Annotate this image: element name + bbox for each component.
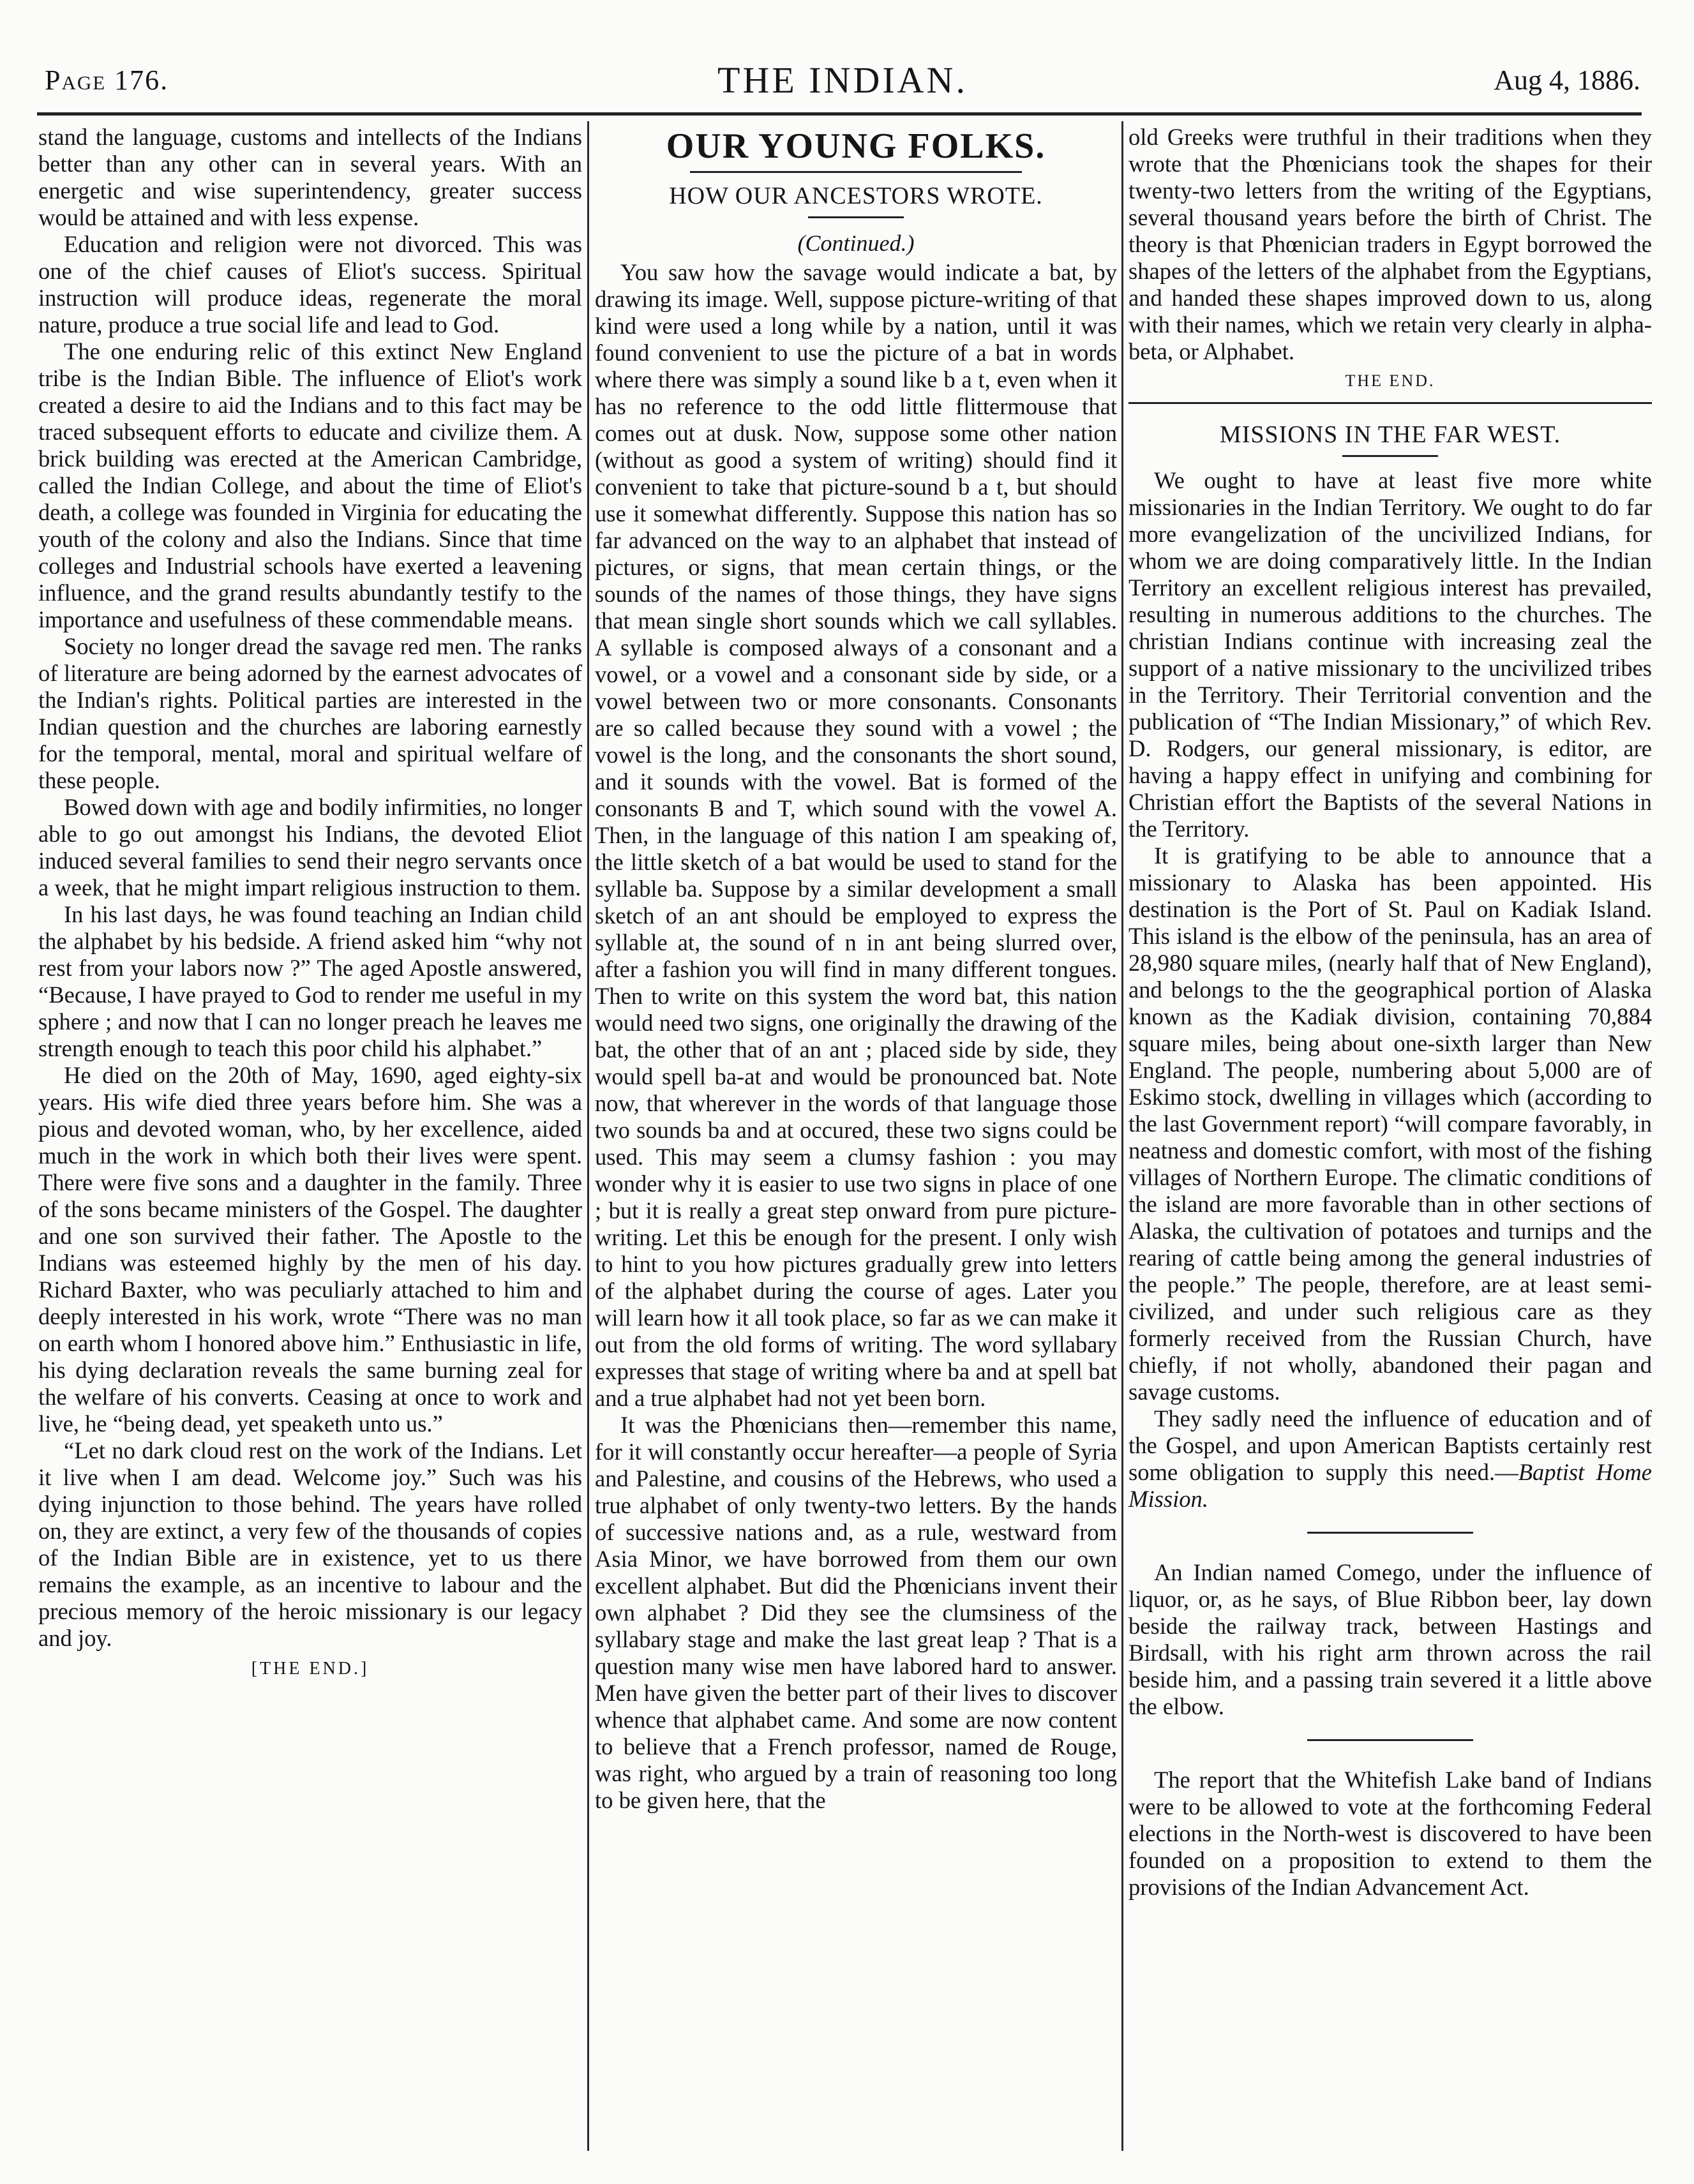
continued-label: (Continued.) [797,230,915,256]
paragraph: You saw how the savage would indicate a bat, by drawing its image. Well, suppose picture-writing of that kind were used a long while by a nation, until it was found convenient to use the picture of a bat in words where there was simply a sound like b a t, even when it has no reference to the odd little flittermouse that comes out at dusk. Now, suppose some other nation (without as good a system of writing) should find it convenient to take that picture-sound b a t, but should use it somewhat differently. Suppose this nation has so far advanced on the way to an alphabet that instead of pictures, or signs, that mean certain things, or the sounds of the names of those things, they have signs that mean single short sounds which we call syllables. A syllable is composed always of a consonant and a vowel, or a vowel and a consonant side by side, or a vowel between two or more consonants. Consonants are so called because they sound with a vowel ; the vowel is the long, and the consonants the short sound, and it sounds with the vowel. Bat is formed of the consonants B and T, which sound with the vowel A. Then, in the language of this nation I am speaking of, the little sketch of a bat would be used to stand for the syllable ba. Suppose by a similar development a small sketch of an ant should be employed to express the syllable at, the sound of n in ant being slurred over, after a fashion you will find in many different tongues. Then to write on this system the word bat, this nation would need two signs, one originally the drawing of the bat, the other that of an ant ; placed side by side, they would spell ba-at and would be pronounced bat. Note now, that wherever in the words of that language those two sounds ba and at occured, these two signs could be used. This may seem a clumsy fashion : you may wonder why it is easier to use two signs in place of one ; but it is really a great step onward from pure picture-writing. Let this be enough for the present. I only wish to hint to you how pictures gradually grew into letters of the alphabet during the course of ages. Later you will learn how it all took place, so far as we can make it out from the old forms of writing. The word syllabary expresses that stage of writing where ba and at spell bat and a true alphabet had not yet been born. [595,259,1117,1411]
paragraph: It was the Phœnicians then—remember this name, for it will constantly occur hereafter—a people of Syria and Palestine, and cousins of the Hebrews, who used a true alphabet of only twenty-two letters. By the hands of successive nations and, as a rule, westward from Asia Minor, we have borrowed from them our own excellent alphabet. But did the Phœnicians invent their own alphabet ? Did they see the clumsiness of the syllabary stage and make the last great leap ? That is a question many wise men have labored hard to answer. Men have given the better part of their lives to discover whence that alphabet came. And some are now content to believe that a French professor, named de Rouge, was right, who argued by a train of reasoning too long to be given here, that the [595,1412,1117,1813]
newspaper-title: THE INDIAN. [717,59,968,101]
paragraph: It is gratifying to be able to announce that a missionary to Alaska has been appointed. His destination is the Port of St. Paul on Kadiak Island. This island is the elbow of the peninsula, has an area of 28,980 square miles, (nearly half that of New England), and belongs to the the geographical portion of Alaska known as the Kadiak division, containing 70,884 square miles, being about one-sixth larger than New England. The people, numbering about 5,000 are of Eskimo stock, dwelling in villages which (according to the last Government report) “will compare favorably, in neatness and domestic comfort, with most of the fishing villages of Northern Europe. The climatic conditions of the island are more favorable than in other sections of Alaska, the cultivation of potatoes and turnips and the rearing of cattle being among the general industries of the people.” The people, therefore, are at least semi-civilized, and under such religious care as they formerly received from the Russian Church, have chiefly, if not wholly, abandoned their pagan and savage customs. [1128,842,1652,1405]
end-marker: THE END. [1345,371,1435,390]
column-2 [595,124,1117,1814]
paragraph: stand the language, customs and intellects of the Indians better than any other can in several years. With an energetic and wise superintendency, greater success would be attained and with less expense. [38,124,582,230]
title-rule [808,216,904,218]
paragraph: He died on the 20th of May, 1690, aged eighty-six years. His wife died three years before him. She was a pious and devoted woman, who, by her excellence, aided much in the work in which both their lives were spent. There were five sons and a daughter in the family. Three of the sons became ministers of the Gospel. The daughter and one son survived their father. The Apostle to the Indians was esteemed highly by the men of his day. Richard Baxter, who was peculiarly attached to him and deeply interested in his work, wrote “There was no man on earth whom I honored above him.” Enthusiastic in life, his dying declaration reveals the same burning zeal for the welfare of his converts. Ceasing at once to work and live, he “being dead, yet speaketh unto us.” [38,1062,582,1437]
section-rule [690,171,1022,173]
paragraph: The one enduring relic of this extinct New England tribe is the Indian Bible. The influence of Eliot's work created a desire to aid the Indians and to this fact may be traced subsequent efforts to educate and civilize them. A brick building was erected at the American Cambridge, called the Indian College, and about the time of Eliot's death, a college was founded in Virginia for educating the youth of the colony and also the Indians. Since that time colleges and Industrial schools have exerted a leavening influence, and the grand results abundantly testify to the importance and usefulness of these commendable means. [38,338,582,632]
column-1 [38,124,582,1682]
issue-date: Aug 4, 1886. [1494,64,1640,96]
paragraph: “Let no dark cloud rest on the work of the Indians. Let it live when I am dead. Welcome joy.” Such was his dying injunction to those behind. The years have rolled on, they are extinct, a very few of the thousands of copies of the Indian Bible are in existence, yet to us there remains the example, as an incentive to labour and the precious memory of the heroic missionary is our legacy and joy. [38,1437,582,1651]
paragraph: In his last days, he was found teaching an Indian child the alphabet by his bedside. A friend asked him “why not rest from your labors now ?” The aged Apostle answered, “Because, I have prayed to God to render me useful in my sphere ; and now that I can no longer preach he leaves me strength enough to teach this poor child his alphabet.” [38,901,582,1061]
paragraph [1128,1405,1652,1513]
news-item: An Indian named Comego, under the influence of liquor, or, as he says, of Blue Ribbon beer, lay down beside the railway track, between Hastings and Birdsall, with his right arm thrown across the rail beside him, and a passing train severed it a little above the elbow. [1128,1559,1652,1719]
paragraph: Society no longer dread the savage red men. The ranks of literature are being adorned by the earnest advocates of the Indian's rights. Political parties are interested in the Indian question and the churches are laboring earnestly for the temporal, mental, moral and spiritual welfare of these people. [38,633,582,793]
source-credit: Baptist Home Mission. [1128,1459,1652,1512]
paragraph: We ought to have at least five more white missionaries in the Indian Territory. We ought to do far more evangelization of the uncivilized Indians, for whom we are doing comparatively little. In the Indian Territory an excellent religious interest has prevailed, resulting in numerous additions to the churches. The christian Indians continue with increasing zeal the support of a native missionary to the uncivilized tribes in the Territory. Their Territorial convention and the publication of “The Indian Missionary,” of which Rev. D. Rodgers, our general missionary, is editor, are having a happy effect in unifying and combining for Christian effort the Baptists of the several Nations in the Territory. [1128,467,1652,842]
paragraph: Bowed down with age and bodily infirmities, no longer able to go out amongst his Indians, the devoted Eliot induced several families to send their negro servants once a week, that he might impart religious instruction to them. [38,794,582,901]
column-3 [1128,124,1652,1901]
column-divider [1121,121,1123,2151]
article-separator [1128,402,1652,404]
paragraph-text: They sadly need the influence of education and of the Gospel, and upon American Baptists certainly rest some obligation to supply this need.— [1128,1405,1652,1485]
title-rule [1342,455,1438,457]
article-title: HOW OUR ANCESTORS WROTE. [669,183,1043,209]
masthead [45,59,1640,101]
news-separator [1307,1532,1473,1534]
header-rule [37,112,1642,116]
section-title: OUR YOUNG FOLKS. [666,126,1046,166]
article-title: MISSIONS IN THE FAR WEST. [1219,421,1561,448]
paragraph: old Greeks were truthful in their traditions when they wrote that the Phœnicians took the shapes for their twenty-two letters from the writing of the Egyptians, several thousand years before the birth of Christ. The theory is that Phœnician traders in Egypt borrowed the shapes of the letters of the alphabet from the Egyptians, and handed these shapes improved down to us, along with their names, which we retain very clearly in alpha-beta, or Alphabet. [1128,124,1652,364]
page-number: Page 176. [45,64,169,96]
news-item: The report that the Whitefish Lake band of Indians were to be allowed to vote at the forthcoming Federal elections in the North-west is discovered to have been founded on a proposition to extend to them the provisions of the Indian Advancement Act. [1128,1767,1652,1900]
news-separator [1307,1739,1473,1741]
paragraph: Education and religion were not divorced. This was one of the chief causes of Eliot's success. Spiritual instruction will produce ideas, regenerate the moral nature, produce a true social life and lead to God. [38,231,582,338]
column-divider [587,121,589,2151]
end-marker: [THE END.] [251,1659,370,1679]
